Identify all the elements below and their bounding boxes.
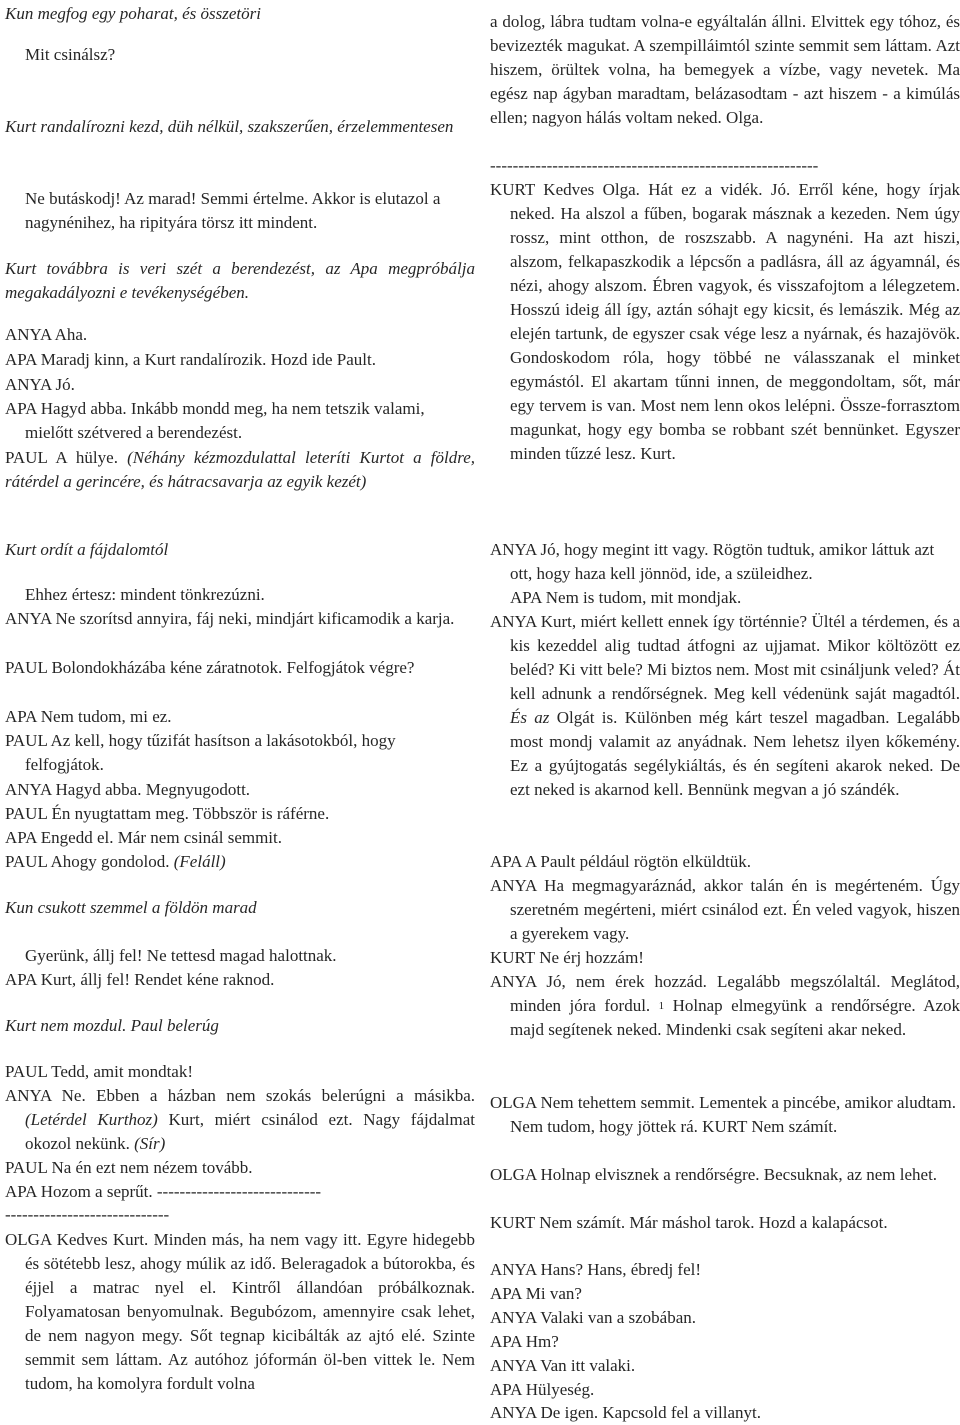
stage-direction: Kun megfog egy poharat, és összetöri <box>5 4 261 23</box>
dialogue-text: ANYA Kurt, miért kellett ennek így történnie? Ültél a térdemen, és a kis kezeddel alig tudtad átfogni az ujjamat. Mikor költözött ez beléd? Ki vitt bele? Mi biztos nem. Most mit csináljunk veled? Át kell adnunk a rendőrségnek. Meg kell védenünk saját magadtól. <box>490 612 960 703</box>
stage-direction: (Néhány kézmozdulattal leteríti Kurtot a földre, rátérdel a gerincére, és hátracsavarja az egyik kezét) <box>5 448 475 491</box>
dialogue-line: KURT Ne érj hozzám! <box>490 948 644 967</box>
dialogue-line: ANYA Valaki van a szobában. <box>490 1308 697 1327</box>
dialogue-line: PAUL Én nyugtattam meg. Többször is ráférne. <box>5 804 330 823</box>
stage-direction: (Sír) <box>134 1134 166 1153</box>
dialogue-line: ANYA Hans? Hans, ébredj fel! <box>490 1260 702 1279</box>
dialogue-line: APA Nem tudom, mi ez. <box>5 707 172 726</box>
dialogue-line: Mit csinálsz? <box>25 45 116 64</box>
stage-direction: Kurt nem mozdul. Paul belerúg <box>5 1016 219 1035</box>
dialogue-line: APA Nem is tudom, mit mondjak. <box>510 588 742 607</box>
dialogue-text: Olgát is. Különben még kárt teszel magadban. Legalább most mondj valamit az anyádnak. Nem lehetsz ilyen kőkemény. Ez a gyújtogatás segélykiáltás, és én segíteni akarok neked. De ezt neked is akarnod kell. Bennünk megvan a jó szándék. <box>510 708 960 799</box>
stage-direction: Kurt továbbra is veri szét a berendezést, az Apa megpróbálja megakadályozni e tevékenységében. <box>5 259 475 302</box>
dialogue-line: APA Kurt, állj fel! Rendet kéne raknod. <box>5 970 275 989</box>
dialogue-line: PAUL Tedd, amit mondtak! <box>5 1062 194 1081</box>
dialogue-line: Gyerünk, állj fel! Ne tettesd magad halottnak. <box>25 946 337 965</box>
letter-text: KURT Kedves Olga. Hát ez a vidék. Jó. Erről kéne, hogy írjak neked. Ha alszol a fűben, bogarak másznak a kezeden. Nem úgy rossz, mint otthon, de roszszabb. A nagynéni. Ha azt hiszi, alszom, felkapaszkodik a lépcsőn a padlásra, áll az ágyamnál, és nézi, ahogy alszom. Ébren vagyok, és visszafojtom a lélegzetem. Hosszú ideig áll így, aztán sóhajt egy kicsit, és lemászik. Még az elején tartunk, de egyszer csak vége lesz a nyárnak, és hazajövök. Gondoskodom róla, hogy többé ne válasszanak el minket egymástól. El akartam tűnni innen, de meggondoltam, sőt, már egy tervem is van. Most nem lenn okos lelépni. Össze-forrasztom magunkat, hogy egy bomba se robbant szét bennünket. Egyszer minden tűzzé lesz. Kurt. <box>490 180 960 463</box>
dialogue-line: KURT Nem számít. Már máshol tarok. Hozd a kalapácsot. <box>490 1213 888 1232</box>
dialogue-line: APA Engedd el. Már nem csinál semmit. <box>5 828 283 847</box>
dialogue-line: Ehhez értesz: mindent tönkrezúzni. <box>25 585 265 604</box>
dialogue-line: APA Maradj kinn, a Kurt randalírozik. Hozd ide Pault. <box>5 350 376 369</box>
dialogue-line: Ne butáskodj! Az marad! Semmi értelme. Akkor is elutazol a nagynénihez, ha ripityára törsz itt mindent. <box>25 189 441 232</box>
dialogue-line: PAUL Bolondokházába kéne záratnotok. Felfogjátok végre? <box>5 658 415 677</box>
letter-text: a dolog, lábra tudtam volna-e egyáltalán állni. Elvittek egy tóhoz, és bevizezték magukat. A szempilláimtól szinte semmit sem láttam. Azt hiszem, örültek volna, ha bemegyek a vízbe, vagy nevetek. Ma egész nap ágyban maradtam, belázasodtam - azt hiszem - a kimúlás ellen; nagyon hálás voltam neked. Olga. <box>490 12 960 127</box>
stage-direction: Kun csukott szemmel a földön marad <box>5 898 257 917</box>
separator-line: ----------------------------- <box>5 1205 170 1224</box>
dialogue-line <box>5 850 475 874</box>
stage-direction: Kurt ordít a fájdalomtól <box>5 540 169 559</box>
letter-text: OLGA Kedves Kurt. Minden más, ha nem vagy itt. Egyre hidegebb és sötétebb lesz, ahogy múlik az idő. Beleragadok a bútorokba, és éjjel a matrac nyel el. Kintről állandóan próbálkoznak. Folyamatosan benyomulnak. Begubózom, amennyire csak lehet, de nem nagyon megy. Sőt tegnap kicibálták az ajtó elé. Szinte semmit sem láttam. Az autóhoz jóformán öl-ben vittek le. Nem tudom, ha komolyra fordult volna <box>5 1230 475 1393</box>
dialogue-line: APA Mi van? <box>490 1284 582 1303</box>
dialogue-text: PAUL A hülye. <box>5 448 118 467</box>
stage-direction: (Feláll) <box>173 852 226 871</box>
dialogue-line: APA A Pault például rögtön elküldtük. <box>490 852 751 871</box>
dialogue-line: ANYA Ne szorítsd annyira, fáj neki, mindjárt kificamodik a karja. <box>5 609 455 628</box>
dialogue-text: Holnap elmegyünk a rendőrségre. Azok majd segítenek neked. Mindenki csak segíteni akar neked. <box>510 996 960 1039</box>
dialogue-text: ANYA Ne. Ebben a házban nem szokás belerúgni a másikba. <box>5 1086 475 1105</box>
separator-line: ---------------------------------------------------------- <box>490 156 819 175</box>
dialogue-line: OLGA Holnap elvisznek a rendőrségre. Becsuknak, az nem lehet. <box>490 1165 938 1184</box>
dialogue-text: PAUL Ahogy gondolod. <box>5 852 170 871</box>
dialogue-line: ANYA Jó, hogy megint itt vagy. Rögtön tudtuk, amikor láttuk azt ott, hogy haza kell jönnöd, ide, a szüleidhez. <box>490 540 935 583</box>
dialogue-line: OLGA Nem tehettem semmit. Lementek a pincébe, amikor aludtam. Nem tudom, hogy jöttek rá. KURT Nem számít. <box>490 1093 956 1136</box>
dialogue-text: ANYA Jó, nem érek hozzád. Legalább megszólaltál. Meglátod, minden jóra fordul. <box>490 972 960 1015</box>
stage-direction: És az <box>510 708 550 727</box>
stage-direction: (Letérdel Kurthoz) <box>25 1110 158 1129</box>
dialogue-line <box>490 970 960 1042</box>
dialogue-line: ANYA Hagyd abba. Megnyugodott. <box>5 780 251 799</box>
dialogue-line: APA Hozom a seprűt. ----------------------------- <box>5 1182 322 1201</box>
dialogue-line <box>5 1084 475 1156</box>
dialogue-line: PAUL Na én ezt nem nézem tovább. <box>5 1158 253 1177</box>
dialogue-line: ANYA De igen. Kapcsold fel a villanyt. <box>490 1403 761 1422</box>
dialogue-text: Kurt, miért csinálod ezt. Nagy fájdalmat okozol nekünk. <box>25 1110 475 1153</box>
dialogue-line: ANYA Ha megmagyaráznád, akkor talán én is megérteném. Úgy szeretném megérteni, miért csinálod ezt. Én veled vagyok, hiszen a gyerekem vagy. <box>490 876 960 943</box>
dialogue-line: APA Hagyd abba. Inkább mondd meg, ha nem tetszik valami, mielőtt szétvered a berendezést. <box>5 399 425 442</box>
footnote-marker: 1 <box>658 1000 665 1012</box>
dialogue-line: ANYA Jó. <box>5 375 75 394</box>
dialogue-line: APA Hülyeség. <box>490 1380 595 1399</box>
dialogue-line <box>5 446 475 494</box>
dialogue-line: APA Hm? <box>490 1332 559 1351</box>
dialogue-line: PAUL Az kell, hogy tűzifát hasítson a lakásotokból, hogy felfogjátok. <box>5 731 396 774</box>
dialogue-line <box>490 610 960 802</box>
dialogue-line: ANYA Aha. <box>5 325 88 344</box>
stage-direction: Kurt randalírozni kezd, düh nélkül, szakszerűen, érzelemmentesen <box>5 117 454 136</box>
dialogue-line: ANYA Van itt valaki. <box>490 1356 636 1375</box>
